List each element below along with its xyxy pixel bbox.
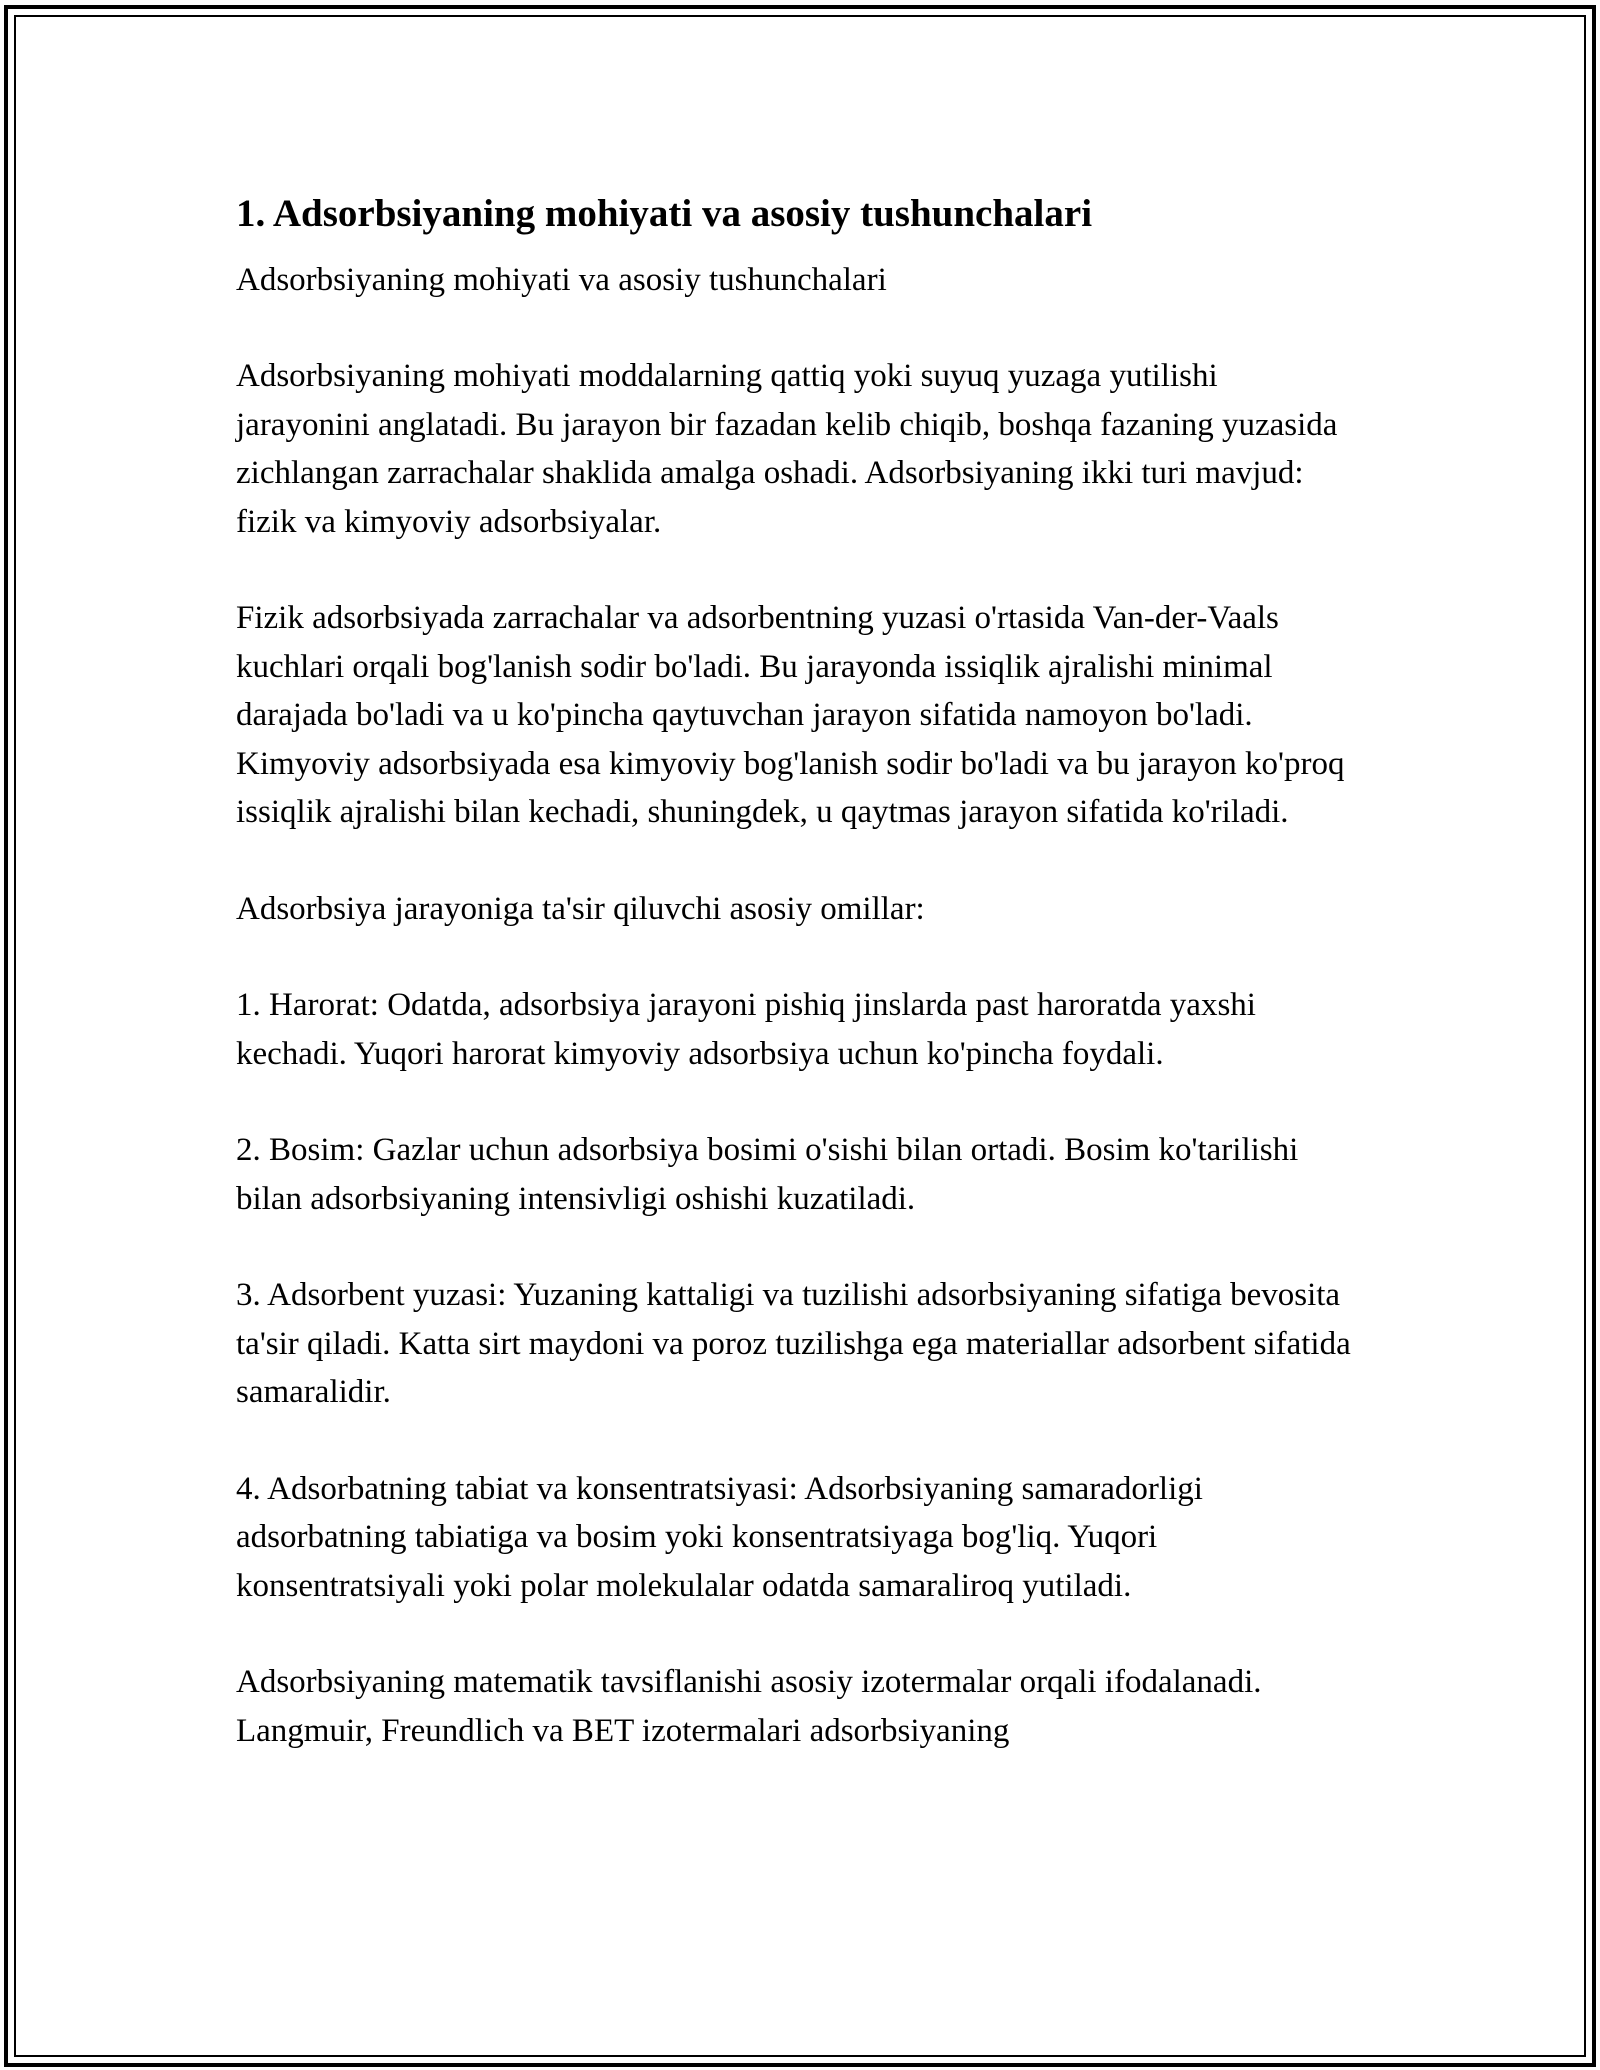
paragraph-definition: Adsorbsiyaning mohiyati moddalarning qattiq yoki suyuq yuzaga yutilishi jarayonini anglatadi. Bu jarayon bir fazadan kelib chiqib, boshqa fazaning yuzasida zichlangan zarrachalar shaklida amalga oshadi. Adsorbsiyaning ikki turi mavjud: fizik va kimyoviy adsorbsiyalar. (236, 358, 1338, 540)
paragraph-factors-intro: Adsorbsiya jarayoniga ta'sir qiluvchi asosiy omillar: (236, 890, 925, 927)
document-subtitle: Adsorbsiyaning mohiyati va asosiy tushunchalari (236, 262, 887, 298)
paragraph-factor-adsorbate: 4. Adsorbatning tabiat va konsentratsiyasi: Adsorbsiyaning samaradorligi adsorbatning tabiatiga va bosim yoki konsentratsiyaga bog'liq. Yuqori konsentratsiyali yoki polar molekulalar odatda samaraliroq yutiladi. (236, 1470, 1203, 1604)
paragraph-factor-surface: 3. Adsorbent yuzasi: Yuzaning kattaligi va tuzilishi adsorbsiyaning sifatiga bevosita ta'sir qiladi. Katta sirt maydoni va poroz tuzilishga ega materiallar adsorbent sifatida samaralidir. (236, 1277, 1351, 1410)
document-title: 1. Adsorbsiyaning mohiyati va asosiy tushunchalari (236, 192, 1093, 235)
paragraph-physical-chemical: Fizik adsorbsiyada zarrachalar va adsorbentning yuzasi o'rtasida Van-der-Vaals kuchlari orqali bog'lanish sodir bo'ladi. Bu jarayonda issiqlik ajralishi minimal darajada bo'ladi va u ko'pincha qaytuvchan jarayon sifatida namoyon bo'ladi. Kimyoviy adsorbsiyada esa kimyoviy bog'lanish sodir bo'ladi va bu jarayon ko'proq issiqlik ajralishi bilan kechadi, shuningdek, u qaytmas jarayon sifatida ko'riladi. (236, 600, 1345, 830)
document-body (236, 186, 1356, 1755)
paragraph-factor-temperature: 1. Harorat: Odatda, adsorbsiya jarayoni pishiq jinslarda past haroratda yaxshi kechadi. Yuqori harorat kimyoviy adsorbsiya uchun ko'pincha foydali. (236, 987, 1256, 1072)
paragraph-isotherms: Adsorbsiyaning matematik tavsiflanishi asosiy izotermalar orqali ifodalanadi. Langmuir, Freundlich va BET izotermalari adsorbsiyaning (236, 1664, 1262, 1749)
paragraph-factor-pressure: 2. Bosim: Gazlar uchun adsorbsiya bosimi o'sishi bilan ortadi. Bosim ko'tarilishi bilan adsorbsiyaning intensivligi oshishi kuzatiladi. (236, 1132, 1299, 1217)
